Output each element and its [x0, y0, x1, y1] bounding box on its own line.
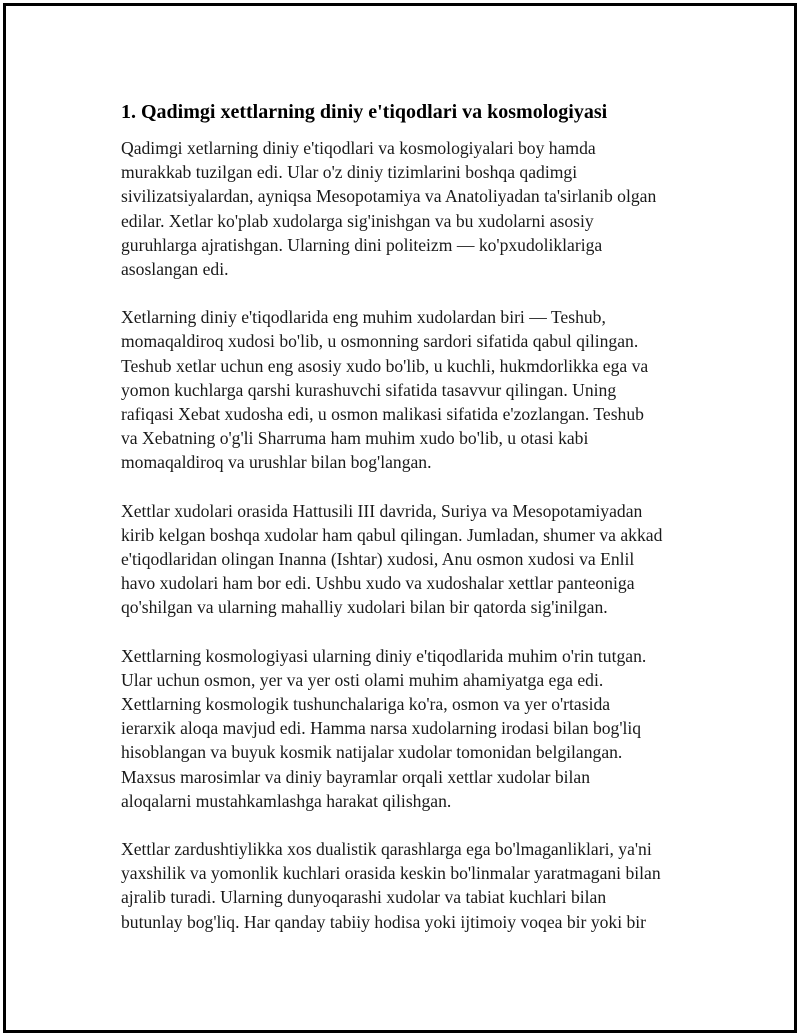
text-line: Xetlarning diniy e'tiqodlarida eng muhim xudolardan biri — Teshub, — [121, 307, 606, 328]
section-title: 1. Qadimgi xettlarning diniy e'tiqodlari va kosmologiyasi — [121, 101, 608, 123]
paragraph-2 — [121, 305, 706, 474]
text-line: va Xebatning o'g'li Sharruma ham muhim xudo bo'lib, u otasi kabi — [121, 428, 589, 449]
paragraph-4 — [121, 644, 706, 813]
text-line: momaqaldiroq xudosi bo'lib, u osmonning sardori sifatida qabul qilingan. — [121, 331, 639, 352]
text-line: aloqalarni mustahkamlashga harakat qilishgan. — [121, 790, 452, 811]
text-line: Xettlar xudolari orasida Hattusili III davrida, Suriya va Mesopotamiyadan — [121, 500, 643, 521]
text-line: Xettlarning kosmologiyasi ularning diniy e'tiqodlarida muhim o'rin tutgan. — [121, 645, 647, 666]
paragraph-5 — [121, 837, 706, 934]
text-line: sivilizatsiyalardan, ayniqsa Mesopotamiya va Anatoliyadan ta'sirlanib olgan — [121, 186, 657, 207]
text-line: edilar. Xetlar ko'plab xudolarga sig'inishgan va bu xudolarni asosiy — [121, 210, 594, 231]
text-line: Qadimgi xetlarning diniy e'tiqodlari va kosmologiyalari boy hamda — [121, 138, 596, 158]
page-frame — [3, 3, 797, 1033]
text-line: e'tiqodlaridan olingan Inanna (Ishtar) xudosi, Anu osmon xudosi va Enlil — [121, 549, 635, 570]
document-body — [121, 99, 706, 958]
text-line: asoslangan edi. — [121, 259, 229, 280]
text-line: ierarxik aloqa mavjud edi. Hamma narsa xudolarning irodasi bilan bog'liq — [121, 718, 642, 739]
text-line: murakkab tuzilgan edi. Ular o'z diniy tizimlarini boshqa qadimgi — [121, 162, 578, 183]
text-line: Maxsus marosimlar va diniy bayramlar orqali xettlar xudolar bilan — [121, 766, 591, 787]
text-line: kirib kelgan boshqa xudolar ham qabul qilingan. Jumladan, shumer va akkad — [121, 524, 663, 545]
text-line: hisoblangan va buyuk kosmik natijalar xudolar tomonidan belgilangan. — [121, 742, 623, 763]
text-line: yomon kuchlarga qarshi kurashuvchi sifatida tasavvur qilingan. Uning — [121, 379, 617, 400]
text-line: Teshub xetlar uchun eng asosiy xudo bo'lib, u kuchli, hukmdorlikka ega va — [121, 355, 649, 376]
text-line: yaxshilik va yomonlik kuchlari orasida keskin bo'linmalar yaratmagani bilan — [121, 863, 661, 884]
paragraph-1 — [121, 136, 706, 281]
text-line: rafiqasi Xebat xudosha edi, u osmon malikasi sifatida e'zozlangan. Teshub — [121, 404, 644, 425]
text-line: butunlay bog'liq. Har qanday tabiiy hodisa yoki ijtimoiy voqea bir yoki bir — [121, 911, 647, 932]
text-line: Xettlar zardushtiylikka xos dualistik qarashlarga ega bo'lmaganliklari, ya'ni — [121, 839, 652, 860]
text-line: Xettlarning kosmologik tushunchalariga ko'ra, osmon va yer o'rtasida — [121, 694, 611, 715]
text-line: ajralib turadi. Ularning dunyoqarashi xudolar va tabiat kuchlari bilan — [121, 887, 607, 908]
text-line: qo'shilgan va ularning mahalliy xudolari bilan bir qatorda sig'inilgan. — [121, 597, 608, 618]
text-line: Ular uchun osmon, yer va yer osti olami muhim ahamiyatga ega edi. — [121, 669, 604, 690]
text-line: havo xudolari ham bor edi. Ushbu xudo va xudoshalar xettlar panteoniga — [121, 573, 635, 594]
paragraph-3 — [121, 499, 706, 620]
text-line: momaqaldiroq va urushlar bilan bog'langan. — [121, 452, 432, 473]
text-line: guruhlarga ajratishgan. Ularning dini politeizm — ko'pxudoliklariga — [121, 234, 603, 255]
